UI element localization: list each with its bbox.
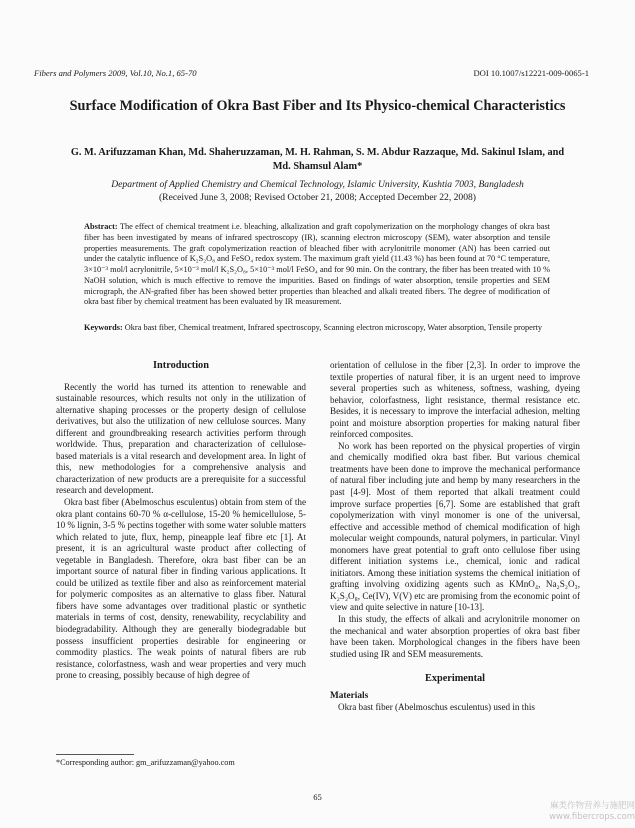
intro-paragraph-4: No work has been reported on the physical properties of virgin and chemically modified okra bast fiber. But various chemical treatments have been done to improve the mechanical performance of natural fiber including jute and hemp by many researchers in the past [4-9]. Most of them reported that alkali treatment could improve surface properties [6,7]. Some are established that graft copolymerization with vinyl monomer is one of the universal, effective and accessible method of chemical modification of high molecular weight compounds, natural polymers, in particular. Vinyl monomers have great potential to graft onto cellulose fiber using different initiation systems i.e., chemical, ionic and radical initiators. Among these initiation systems the chemical initiation of grafting involving oxidizing agents such as KMnO₄, Na₂S₂O₃, K₂S₂O₈, Ce(IV), V(V) etc are promising from the economic point of view and quite selective in nature [10-13]. (330, 440, 580, 613)
intro-paragraph-2: Okra bast fiber (Abelmoschus esculentus) obtain from stem of the okra plant contains 60-70 % α-cellulose, 15-20 % hemicellulose, 5-10 % lignin, 3-5 % pectins together with some water soluble matters which related to jute, flux, hemp, pineapple leaf fibre etc [1]. At present, it is an agricultural waste product after collecting of vegetable in Bangladesh. Therefore, okra bast fiber can be an important source of natural fiber in finding various applications. It could be utilized as textile fiber and also as reinforcement material for polymeric composites as an alternative to glass fiber. Natural fibers have some advantages over traditional plastic or synthetic materials in terms of cost, density, renewability, recyclability and biodegradability. Although they are generally biodegradable but possess insufficient properties desirable for engineering or commodity plastics. The weak points of natural fibers are rub resistance, colorfastness, wash and wear properties and very much prone to creasing, possibly because of high degree of (56, 497, 306, 681)
right-column (330, 360, 580, 714)
abstract (84, 222, 550, 308)
section-title-experimental: Experimental (424, 673, 486, 685)
page-number: 65 (313, 792, 322, 802)
intro-paragraph-1: Recently the world has turned its attention to renewable and sustainable resources, which results not only in the utilization of alternative shaping processes or the property design of cellulose derivatives, but also the utilization of new cellulose sources. Many different and groundbreaking research activities perform through worldwide. Thus, preparation and characterization of cellulose-based materials is a vital research and development area. In light of this, new methodologies for a comprehensive analysis and characterization of new products are a prerequisite for a successful research and development. (56, 381, 306, 496)
footnote-rule (56, 754, 134, 755)
journal-citation: Fibers and Polymers 2009, Vol.10, No.1, 65-70 (34, 68, 197, 78)
left-column (56, 360, 306, 682)
keywords-label: Keywords: (84, 323, 123, 332)
doi-text: DOI 10.1007/s12221-009-0065-1 (473, 68, 589, 78)
materials-paragraph: Okra bast fiber (Abelmoschus esculentus) used in this (338, 702, 535, 713)
site-watermark: 麻类作物营养与施肥网 www.fibercrops.com (549, 801, 635, 822)
intro-paragraph-3: orientation of cellulose in the fiber [2,3]. In order to improve the textile properties of natural fiber, it is an urgent need to improve several properties such as whiteness, softness, washing, dyeing behavior, colorfastness, light resistance, thermal resistance etc. Besides, it is necessary to improve the interfacial adhesion, melting point and moisture absorption properties for making natural fiber reinforced composites. (330, 360, 580, 440)
keywords (84, 322, 550, 334)
subsection-materials: Materials (330, 690, 369, 701)
author-list: G. M. Arifuzzaman Khan, Md. Shaheruzzaman, M. H. Rahman, S. M. Abdur Razzaque, Md. Sakinul Islam, and Md. Shamsul Alam* (70, 147, 565, 172)
abstract-text: The effect of chemical treatment i.e. bleaching, alkalization and graft copolymerization on the morphology changes of okra bast fiber has been investigated by means of infrared spectroscopy (IR), scanning electron microscopy (SEM), water absorption and tensile properties measurements. The graft copolymerization reaction of bleached fiber with acrylonitrile monomer (AN) has been carried out under the catalytic influence of K₂S₂O₈ and FeSO₄ redox system. The maximum graft yield (11.43 %) has been found at 70 °C temperature, 3×10⁻³ mol/l acrylonitrile, 5×10⁻³ mol/l K₂S₂O₈, 5×10⁻³ mol/l FeSO₄ and for 90 min. On the contrary, the fiber has been treated with 10 % NaOH solution, which is much effective to remove the impurities. Based on findings of water absorption, tensile properties and SEM micrograph, the AN-grafted fiber has been showed better properties than bleached and alkali treated fibers. The degree of modification of okra bast fiber by chemical treatment has been evaluated by IR measurement. (84, 222, 550, 307)
intro-paragraph-5: In this study, the effects of alkali and acrylonitrile monomer on the mechanical and water absorption properties of okra bast fiber have been taken. Morphological changes in the fibers have been studied using IR and SEM measurements. (330, 614, 580, 659)
affiliation: Department of Applied Chemistry and Chemical Technology, Islamic University, Kushtia 7003, Bangladesh (111, 179, 524, 190)
abstract-label: Abstract: (84, 222, 118, 231)
section-title-introduction: Introduction (153, 360, 209, 371)
keywords-text: Okra bast fiber, Chemical treatment, Infrared spectroscopy, Scanning electron microscopy, Water absorption, Tensile property (124, 323, 543, 332)
affiliation-block (40, 178, 595, 204)
received-dates: (Received June 3, 2008; Revised October 21, 2008; Accepted December 22, 2008) (158, 192, 477, 203)
paper-title: Surface Modification of Okra Bast Fiber and Its Physico-chemical Characteristics (69, 98, 566, 114)
corresponding-author-footnote: *Corresponding author: gm_arifuzzaman@yahoo.com (56, 758, 235, 767)
running-header (34, 68, 589, 78)
